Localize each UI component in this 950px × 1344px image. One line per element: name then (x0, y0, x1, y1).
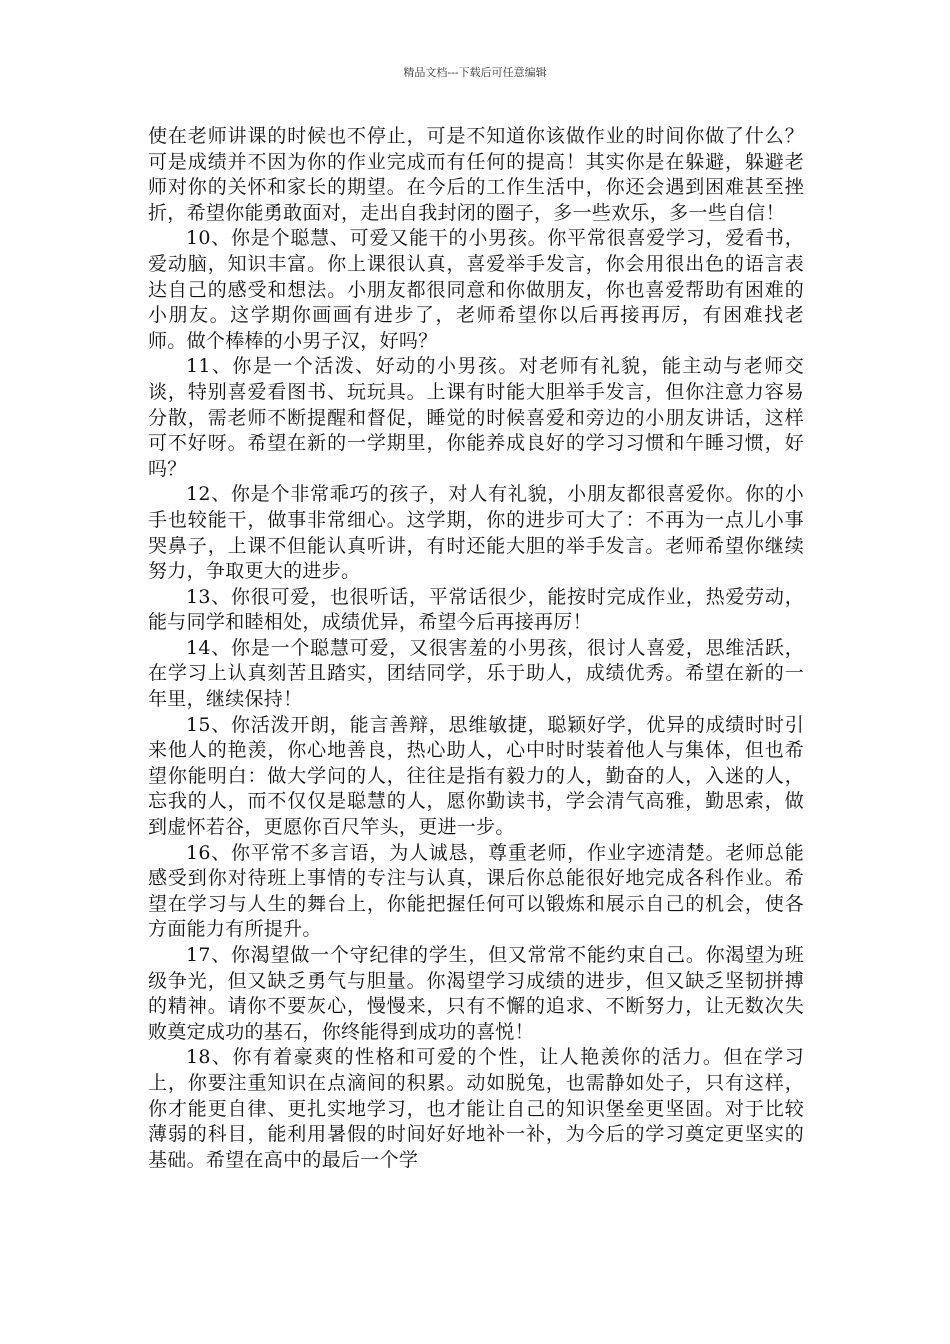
paragraph-item-13: 13、你很可爱，也很听话，平常话很少，能按时完成作业，热爱劳动，能与同学和睦相处，成绩优异，希望今后再接再厉！ (148, 585, 804, 634)
document-body (148, 124, 804, 1173)
paragraph-item-15: 15、你活泼开朗，能言善辩，思维敏捷，聪颖好学，优异的成绩时时引来他人的艳羡，你心地善良，热心助人，心中时时装着他人与集体，但也希望你能明白：做大学问的人，往往是指有毅力的人，勤奋的人，入迷的人，忘我的人，而不仅仅是聪慧的人，愿你勤读书，学会清气高雅，勤思索，做到虚怀若谷，更愿你百尺竿头，更进一步。 (148, 713, 804, 839)
paragraph-continuation: 使在老师讲课的时候也不停止，可是不知道你该做作业的时间你做了什么？可是成绩并不因为你的作业完成而有任何的提高！其实你是在躲避，躲避老师对你的关怀和家长的期望。在今后的工作生活中，你还会遇到困难甚至挫折，希望你能勇敢面对，走出自我封闭的圈子，多一些欢乐，多一些自信！ (148, 125, 804, 224)
paragraph-item-12: 12、你是个非常乖巧的孩子，对人有礼貌，小朋友都很喜爱你。你的小手也较能干，做事非常细心。这学期，你的进步可大了：不再为一点儿小事哭鼻子，上课不但能认真听讲，有时还能大胆的举手发言。老师希望你继续努力，争取更大的进步。 (148, 483, 804, 583)
paragraph-item-18: 18、你有着豪爽的性格和可爱的个性，让人艳羡你的活力。但在学习上，你要注重知识在点滴间的积累。动如脱兔，也需静如处子，只有这样，你才能更自律、更扎实地学习，也才能让自己的知识堡垒更坚固。对于比较薄弱的科目，能利用暑假的时间好好地补一补，为今后的学习奠定更坚实的基础。希望在高中的最后一个学 (148, 1046, 804, 1171)
page-header: 精品文档---下载后可任意编辑 (403, 66, 547, 79)
paragraph-item-10: 10、你是个聪慧、可爱又能干的小男孩。你平常很喜爱学习，爱看书，爱动脑，知识丰富。你上课很认真，喜爱举手发言，你会用很出色的语言表达自己的感受和想法。小朋友都很同意和你做朋友，你也喜爱帮助有困难的小朋友。这学期你画画有进步了，老师希望你以后再接再厉，有困难找老师。做个棒棒的小男子汉，好吗？ (148, 227, 804, 352)
paragraph-item-11: 11、你是一个活泼、好动的小男孩。对老师有礼貌，能主动与老师交谈，特别喜爱看图书、玩玩具。上课有时能大胆举手发言，但你注意力容易分散，需老师不断提醒和督促，睡觉的时候喜爱和旁边的小朋友讲话，这样可不好呀。希望在新的一学期里，你能养成良好的学习习惯和午睡习惯，好吗？ (148, 355, 804, 480)
paragraph-item-17: 17、你渴望做一个守纪律的学生，但又常常不能约束自己。你渴望为班级争光，但又缺乏勇气与胆量。你渴望学习成绩的进步，但又缺乏坚韧拼搏的精神。请你不要灰心，慢慢来，只有不懈的追求、不断努力，让无数次失败奠定成功的基石，你终能得到成功的喜悦！ (148, 944, 804, 1043)
paragraph-item-14: 14、你是一个聪慧可爱，又很害羞的小男孩，很讨人喜爱，思维活跃，在学习上认真刻苦且踏实，团结同学，乐于助人，成绩优秀。希望在新的一年里，继续保持！ (148, 636, 804, 711)
paragraph-item-16: 16、你平常不多言语，为人诚恳，尊重老师，作业字迹清楚。老师总能感受到你对待班上事情的专注与认真，课后你总能很好地完成各科作业。希望在学习与人生的舞台上，你能把握任何可以锻炼和展示自己的机会，使各方面能力有所提升。 (148, 841, 804, 941)
